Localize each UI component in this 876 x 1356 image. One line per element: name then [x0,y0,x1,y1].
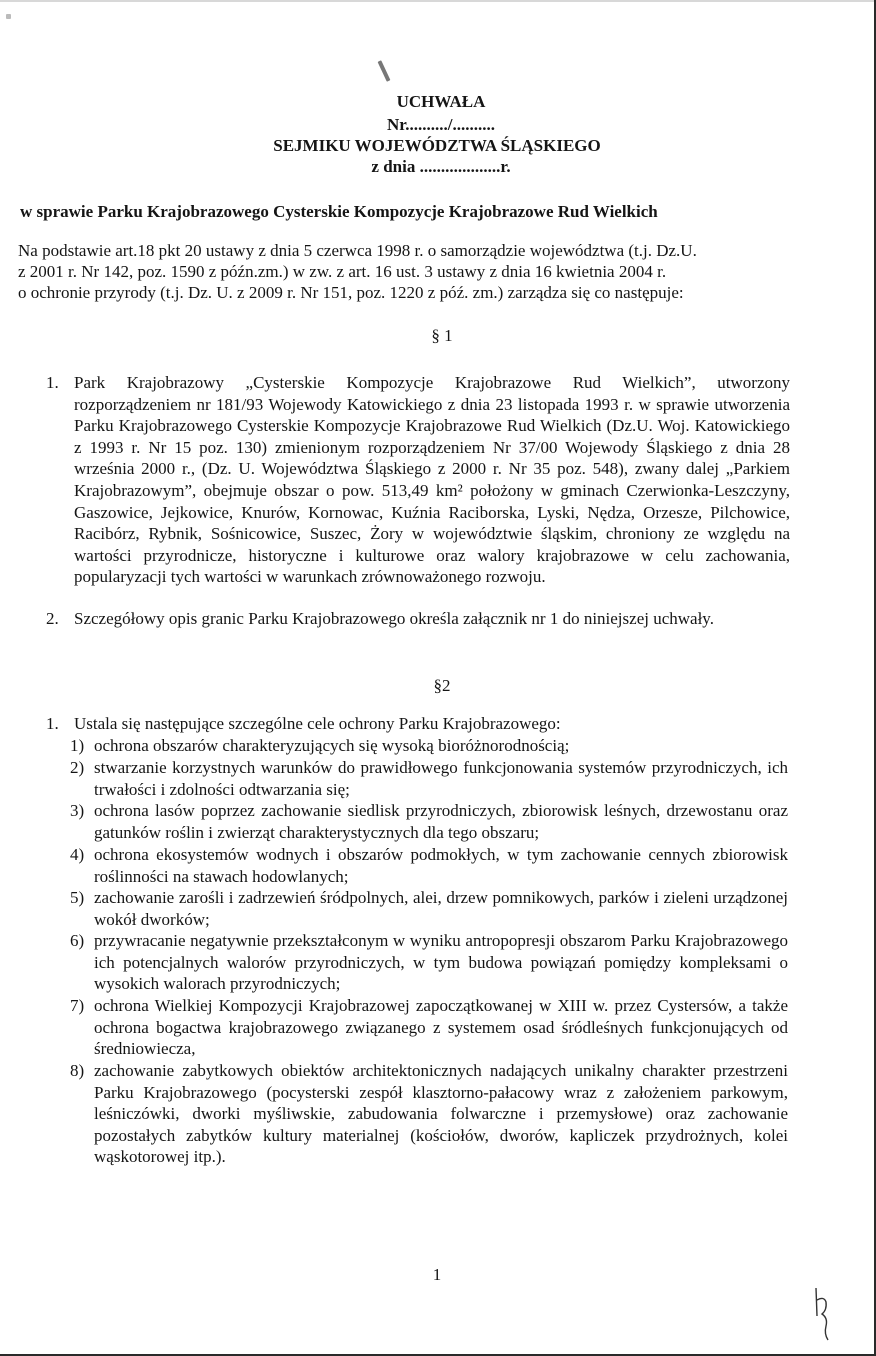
preamble [18,240,798,303]
preamble-line: o ochronie przyrody (t.j. Dz. U. z 2009 r. Nr 151, poz. 1220 z póź. zm.) zarządza się co następuje: [18,283,684,302]
goal-text: ochrona ekosystemów wodnych i obszarów podmokłych, w tym zachowanie cennych zbiorowisk roślinności na stawach hodowlanych; [94,845,788,886]
goal-number: 6) [70,931,85,950]
paragraph-number: 2. [46,609,59,628]
paragraph-number: 1. [46,714,59,733]
goal-text: ochrona Wielkiej Kompozycji Krajobrazowej zapoczątkowanej w XIII w. przez Cystersów, a także ochrona bogactwa krajobrazowego związanego z systemem osad śródleśnych funkcjonujących od średniowiecza, [94,996,788,1059]
goal-text: ochrona obszarów charakteryzujących się wysoką bioróżnorodnością; [94,736,570,755]
issuing-authority: SEJMIKU WOJEWÓDZTWA ŚLĄSKIEGO [273,136,601,155]
scan-top-edge [0,0,874,2]
paragraph-text: Ustala się następujące szczególne cele ochrony Parku Krajobrazowego: [74,714,561,733]
preamble-line: z 2001 r. Nr 142, poz. 1590 z późn.zm.) w zw. z art. 16 ust. 3 ustawy z dnia 16 kwietnia 2004 r. [18,262,667,281]
section-1-mark: § 1 [431,326,453,345]
protection-goal-item [70,844,788,887]
goal-number: 4) [70,845,85,864]
section-2-mark: §2 [433,676,451,695]
goal-text: stwarzanie korzystnych warunków do prawidłowego funkcjonowania systemów przyrodniczych, ich trwałości i zdolności odtwarzania się; [94,758,788,799]
paragraph-text: Szczegółowy opis granic Parku Krajobrazowego określa załącznik nr 1 do niniejszej uchwały. [74,609,714,628]
protection-goal-item [70,800,788,843]
goal-text: przywracanie negatywnie przekształconym w wyniku antropopresji obszarom Parku Krajobrazowego ich potencjalnych walorów przyrodniczych, w tym budowa powiązań pomiędzy kompleksami o wysokich walorach przyrodniczych; [94,931,788,994]
goal-number: 2) [70,758,85,777]
protection-goal-item [70,1060,788,1168]
document-title: UCHWAŁA [396,92,486,111]
handwritten-initials [812,1286,834,1342]
protection-goal-item [70,887,788,930]
resolution-date: z dnia ...................r. [371,157,511,176]
protection-goal-item [70,995,788,1060]
paragraph-number: 1. [46,373,59,392]
goal-text: zachowanie zabytkowych obiektów architektonicznych nadających unikalny charakter przestrzeni Parku Krajobrazowego (pocysterski zespół klasztorno-pałacowy wraz z założeniem parkowym, leśniczówki, dworki myśliwskie, zabudowania folwarczne i przemysłowe) oraz zachowanie pozostałych zabytków kultury materialnej (kościołów, dworów, kapliczek przydrożnych, kolei wąskotorowej itp.). [94,1061,788,1167]
protection-goal-item [70,757,788,800]
goal-number: 5) [70,888,85,907]
goal-number: 3) [70,801,85,820]
section-1-paragraph-2 [46,608,790,630]
scan-mark [6,14,11,19]
paragraph-text: Park Krajobrazowy „Cysterskie Kompozycje Krajobrazowe Rud Wielkich”, utworzony rozporządzeniem nr 181/93 Wojewody Katowickiego z dnia 23 listopada 1993 r. w sprawie utworzenia Parku Krajobrazowego Cysterskie Kompozycje Krajobrazowe Rud Wielkich (Dz.U. Woj. Katowickiego z 1993 r. Nr 15 poz. 130) zmienionym rozporządzeniem Nr 37/00 Wojewody Śląskiego z dnia 28 września 2000 r., (Dz. U. Województwa Śląskiego z 2000 r. Nr 35 poz. 548), zwany dalej „Parkiem Krajobrazowym”, obejmuje obszar o pow. 513,49 km² położony w gminach Czerwionka-Leszczyny, Gaszowice, Jejkowice, Knurów, Kornowac, Kuźnia Raciborska, Lyski, Nędza, Orzesze, Pilchowice, Racibórz, Rybnik, Sośnicowice, Suszec, Żory w województwie śląskim, chroniony ze względu na wartości przyrodnicze, historyczne i kulturowe oraz walory krajobrazowe w celu zachowania, popularyzacji tych wartości w warunkach zrównoważonego rozwoju. [74,373,790,587]
resolution-number: Nr........../.......... [387,115,495,134]
goal-number: 7) [70,996,85,1015]
page-number: 1 [432,1265,442,1284]
resolution-subject: w sprawie Parku Krajobrazowego Cysterskie Kompozycje Krajobrazowe Rud Wielkich [20,202,658,221]
goal-number: 1) [70,736,85,755]
section-1-paragraph-1 [46,372,790,588]
scan-mark [378,60,391,82]
protection-goal-item [70,930,788,995]
protection-goal-item [70,735,788,757]
preamble-line: Na podstawie art.18 pkt 20 ustawy z dnia 5 czerwca 1998 r. o samorządzie województwa (t.j. Dz.U. [18,241,697,260]
goal-text: ochrona lasów poprzez zachowanie siedlisk przyrodniczych, zbiorowisk leśnych, drzewostanu oraz gatunków roślin i zwierząt charakterystycznych dla tego obszaru; [94,801,788,842]
section-2-paragraph-1 [46,713,790,735]
goal-text: zachowanie zarośli i zadrzewień śródpolnych, alei, drzew pomnikowych, parków i zieleni urządzonej wokół dworków; [94,888,788,929]
goal-number: 8) [70,1061,85,1080]
